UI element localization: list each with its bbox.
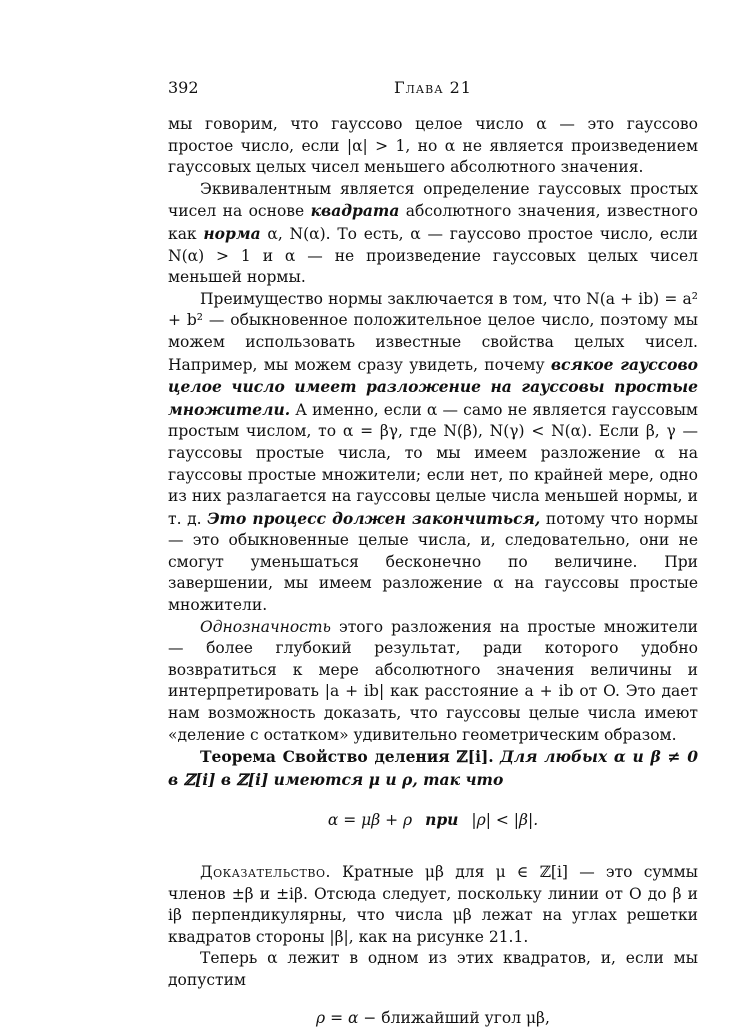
theorem-formula: α = μβ + ρ при |ρ| < |β|. [327, 810, 539, 830]
main-text [168, 114, 698, 1029]
proof: Доказательство. Кратные μβ для μ ∈ ℤ[i] — это суммы членов ±β и ±iβ. Отсюда следует, поскольку линии от O до β и iβ перпендикулярны, что числа μβ лежат на углах решетки квадратов стороны |β|, как на рисунке 21.1. [168, 863, 698, 946]
proof-heading: Доказательство. [200, 863, 331, 881]
emphasis-process: Это процесс должен закончиться, [207, 508, 541, 528]
emphasis-uniqueness: Однозначность [200, 617, 331, 636]
theorem-statement: Для любых α и β ≠ 0 в ℤ[i] в ℤ[i] имеются μ и ρ, так что [168, 747, 698, 789]
paragraph-2: Эквивалентным является определение гауссовых простых чисел на основе квадрата абсолютного значения, известного как норма α, N(α). То есть, α — гауссово простое число, если N(α) > 1 и α — не произведение гауссовых целых чисел меньшей нормы. [168, 179, 698, 287]
paragraph-5: Теперь α лежит в одном из этих квадратов, и, если мы допустим [168, 949, 698, 989]
paragraph-3: Преимущество нормы заключается в том, что N(a + ib) = a² + b² — обыкновенное положительное целое число, поэтому мы можем использовать известные свойства целых чисел. Например, мы можем сразу увидеть, почему всякое гауссово целое число имеет разложение на гауссовы простые множители. А именно, если α — само не является гауссовым простым числом, то α = βγ, где N(β), N(γ) < N(α). Если β, γ — гауссовы простые числа, то мы имеем разложение α на гауссовы простые множители; если нет, по крайней мере, одно из них разлагается на гауссовы целые числа меньшей нормы, и т. д. Это процесс должен закончиться, потому что нормы — это обыкновенные целые числа, и, следовательно, они не смогут уменьшаться бесконечно по величине. При завершении, мы имеем разложение α на гауссовы простые множители. [168, 289, 698, 615]
closest-corner-formula: ρ = α − ближайший угол μβ, [316, 1008, 550, 1027]
paragraph-1: мы говорим, что гауссово целое число α — это гауссово простое число, если |α| > 1, но α не является произведением гауссовых целых чисел меньшего абсолютного значения. [168, 115, 698, 177]
chapter-title: Глава 21 [394, 78, 472, 97]
theorem-title: Теорема Свойство деления ℤ[i]. [200, 747, 494, 767]
emphasis-norm: норма [203, 223, 261, 243]
paragraph-4: Однозначность этого разложения на простые множители — более глубокий результат, ради которого удобно возвратиться к мере абсолютного значения величины и интерпретировать |a + ib| как расстояние a + ib от O. Это дает нам возможность доказать, что гауссовы целые числа имеют «деление с остатком» удивительно геометрическим образом. [168, 617, 698, 744]
emphasis-factorization: всякое гауссово целое число имеет разложение на гауссовы простые множители. [168, 354, 698, 419]
page-number: 392 [168, 78, 199, 97]
theorem [168, 746, 698, 791]
emphasis-square: квадрата [310, 201, 400, 221]
